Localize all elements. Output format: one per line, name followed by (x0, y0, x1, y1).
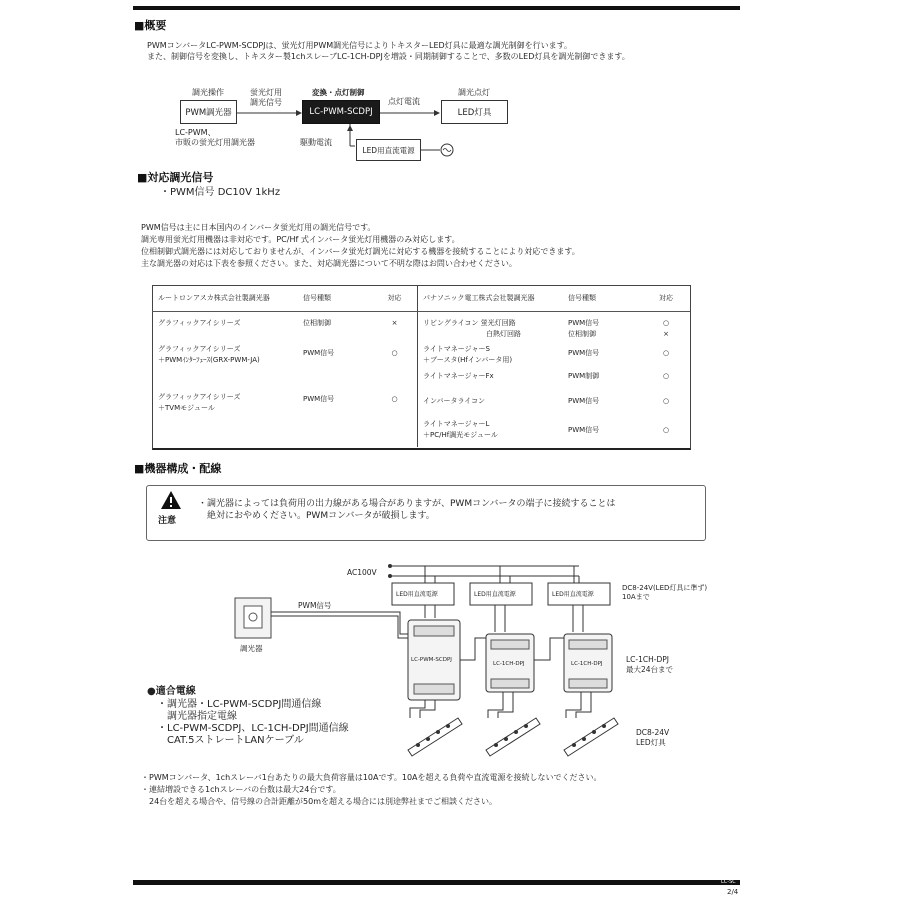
right-support-4: ○ (662, 425, 670, 434)
label-dimming-operation: 調光操作 (192, 88, 224, 97)
table-row (152, 392, 690, 415)
right-name-3: インバータライコン (423, 396, 486, 405)
label-dimming-lighting: 調光点灯 (458, 88, 490, 97)
slave-unit-label-2: LC-1CH-DPJ (571, 661, 603, 667)
caution-line-1: ・調光器によっては負荷用の出力線がある場合がありますが、PWMコンバータの端子に接続することは (198, 499, 616, 509)
header-support-right: 対応 (642, 285, 690, 312)
led-strip-3 (564, 718, 618, 756)
signal-paragraph-3: 位相制御式調光器には対応しておりませんが、インバータ蛍光灯調光に対応する機器を接続することにより対応できます。 (141, 247, 580, 256)
right-support-0: ○ × (662, 319, 670, 338)
left-signal-1: PWM信号 (303, 349, 335, 358)
overview-line-2: また、制御信号を変換し、トキスター製1chスレーブLC-1CH-DPJを増設・同期制御することで、多数のLED灯具を調光制御できます。 (147, 52, 630, 61)
psu-label-2: LED用直流電源 (474, 591, 516, 598)
psu-note-1: DC8-24V(LED灯具に準ず) (622, 584, 708, 592)
signal-paragraph-2: 調光専用蛍光灯用機器は非対応です。PC/Hf 式インバータ蛍光灯用機器のみ対応します。 (141, 235, 460, 244)
label-fl-signal-2: 調光信号 (250, 98, 282, 107)
left-name-0: グラフィックアイシリーズ (158, 319, 241, 327)
psu-label-1: LED用直流電源 (396, 591, 438, 598)
right-name-0: リビングライコン 蛍光灯回路 白熱灯回路 (423, 319, 521, 338)
label-drive-current: 駆動電流 (300, 138, 332, 147)
bottom-rule (133, 880, 740, 885)
label-fl-signal-1: 蛍光灯用 (250, 88, 282, 97)
dc-power-supply-box: LED用直流電源 (356, 139, 421, 161)
left-support-2: ○ (391, 394, 398, 403)
header-signal-type-left: 信号種類 (297, 285, 372, 312)
left-name-1: グラフィックアイシリーズ ＋PWMｲﾝﾀｰﾌｪｰｽ(GRX-PWM-JA) (158, 345, 260, 365)
left-support-1: ○ (391, 349, 398, 358)
psu-label-3: LED用直流電源 (552, 591, 594, 598)
left-support-0: × (391, 319, 398, 327)
right-name-2: ライトマネージャーFx (423, 372, 494, 381)
pwm-dimmer-box: PWM調光器 (180, 100, 237, 124)
compat-table (152, 285, 690, 448)
wire-spec-line-1: ・調光器・LC-PWM-SCDPJ間通信線 (157, 699, 322, 710)
header-signal-type-right: 信号種類 (562, 285, 642, 312)
left-signal-0: 位相制御 (303, 319, 331, 327)
slave-unit-label-1: LC-1CH-DPJ (493, 661, 525, 667)
pwm-signal-label: PWM信号 (298, 601, 332, 610)
psu-note-2: 10Aまで (622, 593, 650, 601)
label-convert-control: 変換・点灯制御 (312, 88, 365, 97)
warning-icon (160, 490, 182, 510)
right-signal-1: PWM信号 (568, 349, 600, 358)
right-signal-0: PWM信号 位相制御 (568, 319, 600, 338)
wire-spec-line-4: CAT.5ストレートLANケーブル (157, 735, 304, 746)
right-support-1: ○ (662, 349, 670, 358)
led-fixture-box: LED灯具 (441, 100, 508, 124)
right-name-1: ライトマネージャーS ＋ブースタ(Hfインバータ用) (423, 345, 513, 365)
note-lc-pwm: LC-PWM、 (175, 128, 216, 137)
left-signal-2: PWM信号 (303, 394, 335, 403)
top-rule (133, 6, 740, 10)
note-market-dimmer: 市販の蛍光灯用調光器 (175, 138, 255, 147)
footnote-3: 24台を超える場合や、信号線の合計距離が50mを超える場合には別途弊社までご相談ください。 (141, 797, 497, 806)
wire-spec-title: ●適合電線 (147, 686, 196, 697)
signal-item: ・PWM信号 DC10V 1kHz (160, 187, 281, 198)
wire-spec-line-2: 調光器指定電線 (157, 711, 237, 722)
slave-note-1: LC-1CH-DPJ (626, 655, 669, 664)
dimmer-label: 調光器 (240, 644, 263, 653)
header-support-left: 対応 (372, 285, 417, 312)
left-name-2: グラフィックアイシリーズ ＋TVMモジュール (158, 392, 241, 412)
slave-note-2: 最大24台まで (626, 665, 674, 674)
footnote-2: ・連結増設できる1chスレーバの台数は最大24台です。 (141, 785, 341, 794)
ac-100v-label: AC100V (347, 568, 377, 577)
right-name-4: ライトマネージャーL ＋PC/Hf調光モジュール (423, 419, 498, 439)
right-signal-4: PWM信号 (568, 425, 600, 434)
footnote-1: ・PWMコンバータ、1chスレーバ1台あたりの最大負荷容量は10Aです。10Aを超える負荷や直流電源を接続しないでください。 (141, 773, 602, 782)
footer-code: LC-SC (721, 879, 736, 885)
signal-paragraph-4: 主な調光器の対応は下表を参照ください。また、対応調光器について不明な際はお問い合わせください。 (141, 259, 517, 268)
caution-label: 注意 (158, 516, 177, 526)
converter-box: LC-PWM-SCDPJ (302, 100, 380, 124)
right-support-2: ○ (662, 372, 670, 381)
caution-line-2: 絶対におやめください。PWMコンバータが破損します。 (198, 511, 435, 521)
page-number: 2/4 (727, 888, 739, 896)
wire-spec-line-3: ・LC-PWM-SCDPJ、LC-1CH-DPJ間通信線 (157, 723, 349, 734)
led-strip-2 (486, 718, 540, 756)
right-support-3: ○ (662, 396, 670, 405)
right-signal-2: PWM制御 (568, 372, 600, 381)
label-lighting-current: 点灯電流 (388, 97, 420, 106)
led-strip-1 (408, 718, 462, 756)
right-signal-3: PWM信号 (568, 396, 600, 405)
signal-heading: ■対応調光信号 (137, 171, 214, 184)
led-note-1: DC8-24V (636, 728, 670, 737)
compat-table-header (152, 285, 690, 312)
table-row (152, 312, 690, 345)
header-panasonic: パナソニック電工株式会社製調光器 (417, 285, 562, 312)
table-row (152, 344, 690, 371)
led-note-2: LED灯具 (636, 738, 666, 747)
overview-heading: ■概要 (134, 19, 167, 32)
overview-line-1: PWMコンバータLC-PWM-SCDPJは、蛍光灯用PWM調光信号によりトキスターLED灯具に最適な調光制御を行います。 (147, 41, 573, 50)
main-unit-label: LC-PWM-SCDPJ (411, 657, 452, 663)
signal-paragraph-1: PWM信号は主に日本国内のインバータ蛍光灯用の調光信号です。 (141, 223, 376, 232)
config-heading: ■機器構成・配線 (134, 462, 222, 475)
header-lutron: ルートロンアスカ株式会社製調光器 (152, 285, 297, 312)
